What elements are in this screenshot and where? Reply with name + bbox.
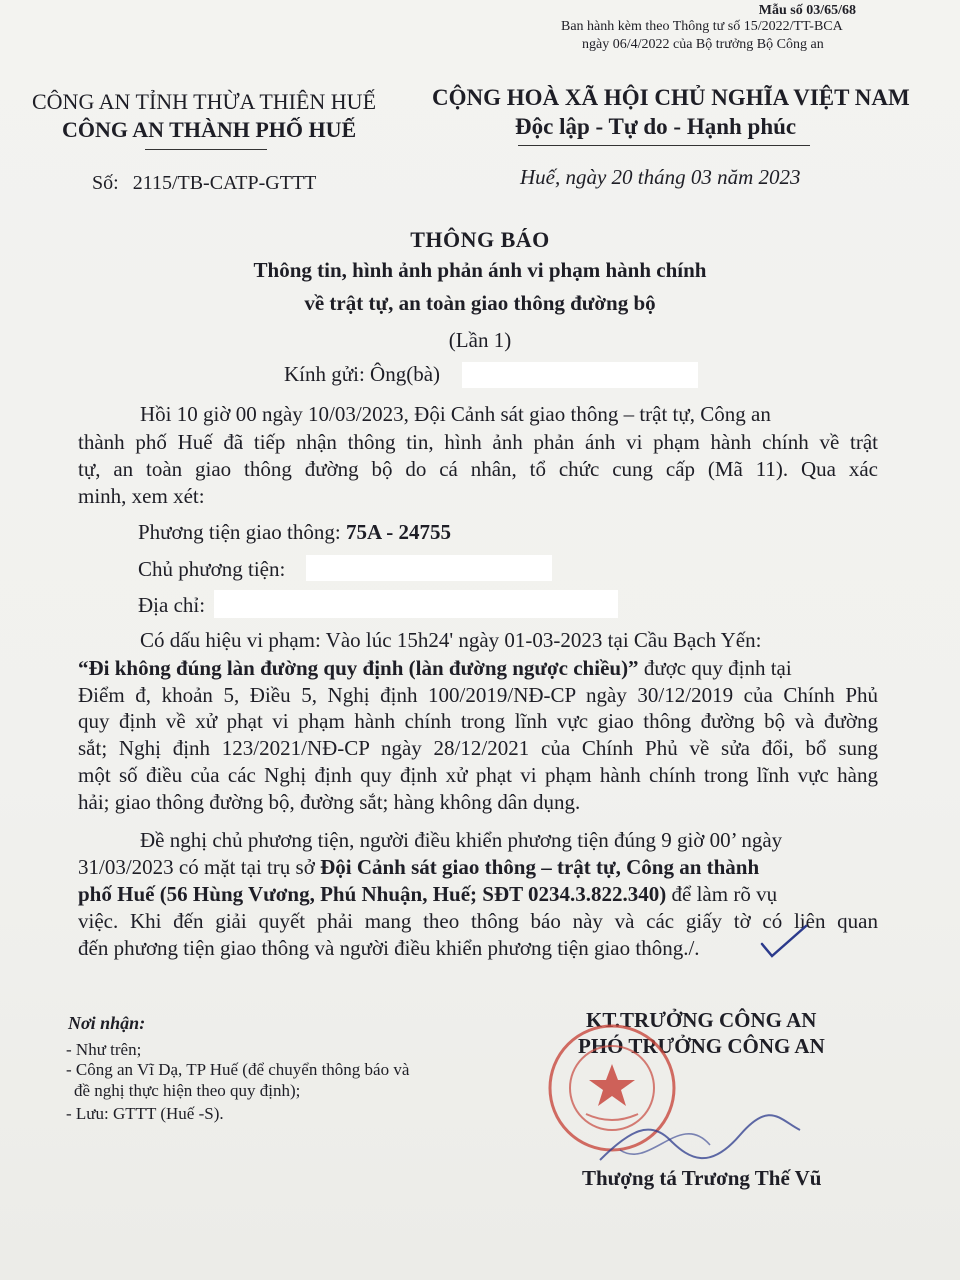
request-line: việc. Khi đến giải quyết phải mang theo thông báo này và các giấy tờ có liên quan (78, 909, 878, 933)
signer-name: Thượng tá Trương Thế Vũ (582, 1166, 822, 1190)
violation-text: được quy định tại (638, 656, 792, 680)
intro-line: thành phố Huế đã tiếp nhận thông tin, hình ảnh phản ánh vi phạm hành chính về trật (78, 430, 878, 454)
issuer-parent: CÔNG AN TỈNH THỪA THIÊN HUẾ (32, 89, 377, 114)
redacted-recipient-name (462, 362, 698, 388)
document-subtitle-1: Thông tin, hình ảnh phản ánh vi phạm hành chính (253, 258, 707, 282)
violation-line: sắt; Nghị định 123/2021/NĐ-CP ngày 28/12/2021 của Chính Phủ về sửa đổi, bổ sung (78, 736, 878, 760)
intro-line: Hồi 10 giờ 00 ngày 10/03/2023, Đội Cảnh sát giao thông – trật tự, Công an (140, 402, 771, 426)
request-office: Đội Cảnh sát giao thông – trật tự, Công an thành (320, 855, 760, 879)
violation-line: hải; giao thông đường bộ, đường sắt; hàng không dân dụng. (78, 790, 581, 814)
vehicle-plate: 75A - 24755 (345, 520, 451, 544)
vehicle-label: Phương tiện giao thông: (138, 520, 341, 544)
request-text: để làm rõ vụ (666, 882, 778, 906)
form-note-line-2: ngày 06/4/2022 của Bộ trưởng Bộ Công an (582, 37, 824, 52)
signature-title-1: KT.TRƯỞNG CÔNG AN (586, 1008, 817, 1032)
salutation: Kính gửi: Ông(bà) (284, 362, 441, 386)
issuer-underline (145, 149, 267, 150)
form-number: Mẫu số 03/65/68 (758, 3, 856, 18)
intro-line: minh, xem xét: (78, 484, 205, 508)
vehicle-field (138, 520, 451, 545)
recipient-item: - Công an Vĩ Dạ, TP Huế (để chuyển thông báo và (66, 1060, 410, 1079)
document-number (92, 172, 316, 195)
document-number-value: 2115/TB-CATP-GTTT (132, 172, 317, 194)
signature-title-2: PHÓ TRƯỞNG CÔNG AN (578, 1034, 825, 1058)
request-text: 31/03/2023 có mặt tại trụ sở (78, 855, 321, 879)
violation-name: “Đi không đúng làn đường quy định (làn đường ngược chiều)” (78, 656, 639, 680)
recipient-item: - Như trên; (66, 1040, 142, 1059)
request-line: Đề nghị chủ phương tiện, người điều khiển phương tiện đúng 9 giờ 00’ ngày (140, 828, 783, 852)
violation-line: quy định về xử phạt vi phạm hành chính trong lĩnh vực giao thông đường bộ và đường (78, 709, 878, 733)
checkmark-icon (760, 922, 810, 962)
recipient-item: đề nghị thực hiện theo quy định); (74, 1081, 301, 1100)
document-title: THÔNG BÁO (410, 227, 550, 252)
violation-line: Điểm đ, khoản 5, Điều 5, Nghị định 100/2019/NĐ-CP ngày 30/12/2019 của Chính Phủ (78, 683, 878, 707)
recipient-item: - Lưu: GTTT (Huế -S). (66, 1104, 224, 1123)
recipients-label: Nơi nhận: (68, 1013, 146, 1033)
owner-label: Chủ phương tiện: (138, 557, 286, 581)
document-number-label: Số: (92, 172, 119, 194)
address-label: Địa chỉ: (138, 593, 206, 617)
motto-underline (518, 145, 810, 146)
issuer: CÔNG AN THÀNH PHỐ HUẾ (62, 117, 357, 142)
document-subtitle-2: về trật tự, an toàn giao thông đường bộ (304, 291, 656, 315)
violation-line (78, 656, 878, 681)
request-line: đến phương tiện giao thông và người điều khiển phương tiện giao thông./. (78, 936, 700, 960)
request-office-address: phố Huế (56 Hùng Vương, Phú Nhuận, Huế; SĐT 0234.3.822.340) (78, 882, 667, 906)
form-note-line-1: Ban hành kèm theo Thông tư số 15/2022/TT-BCA (561, 19, 843, 34)
redacted-owner (306, 555, 552, 581)
request-line (78, 855, 878, 880)
intro-line: tự, an toàn giao thông đường bộ do cá nhân, tổ chức cung cấp (Mã 11). Qua xác (78, 457, 878, 481)
request-line (78, 882, 878, 907)
date-line: Huế, ngày 20 tháng 03 năm 2023 (520, 165, 801, 189)
violation-line: một số điều của các Nghị định quy định xử phạt vi phạm hành chính trong lĩnh vực hàng (78, 763, 878, 787)
violation-line: Có dấu hiệu vi phạm: Vào lúc 15h24' ngày 01-03-2023 tại Cầu Bạch Yến: (140, 628, 762, 652)
redacted-address (214, 590, 618, 618)
notice-round: (Lần 1) (448, 328, 512, 352)
national-motto: Độc lập - Tự do - Hạnh phúc (515, 114, 797, 139)
national-title: CỘNG HOÀ XÃ HỘI CHỦ NGHĨA VIỆT NAM (432, 85, 910, 110)
